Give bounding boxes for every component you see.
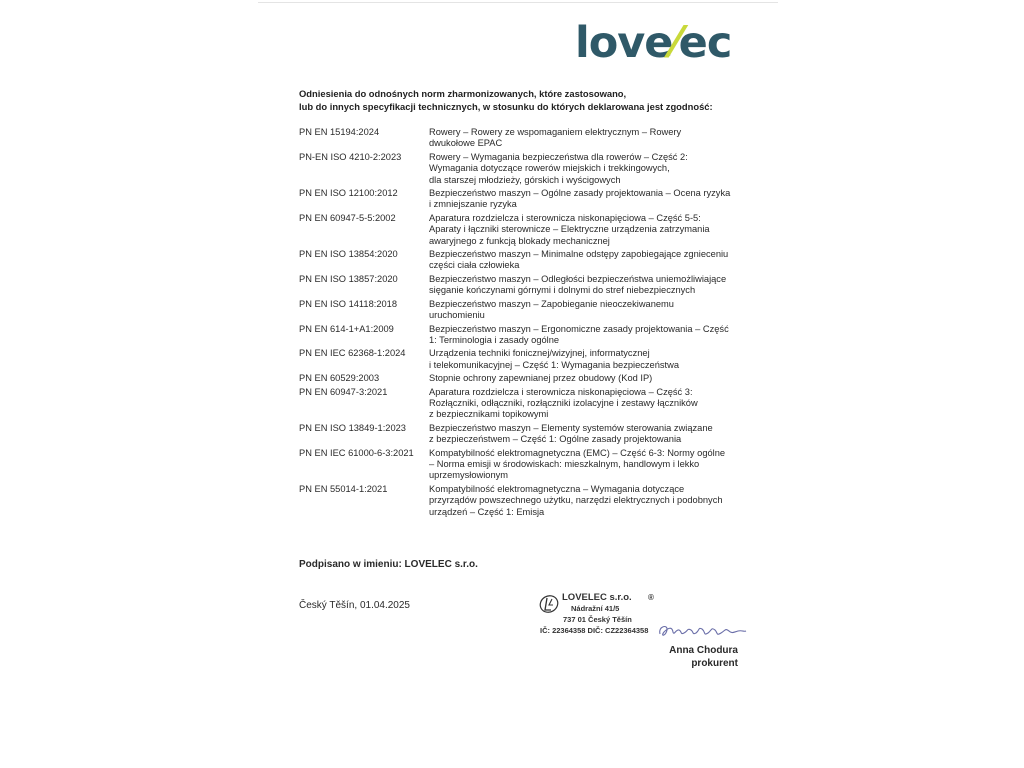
signer-role: prokurent: [691, 658, 738, 669]
norm-code: PN-EN ISO 4210-2:2023: [299, 151, 402, 162]
logo-text-ec: ec: [678, 18, 732, 68]
norm-description-line: i zmniejszanie ryzyka: [429, 199, 517, 210]
norm-description-line: Kompatybilność elektromagnetyczna – Wymagania dotyczące: [429, 483, 685, 494]
norm-description: [429, 188, 749, 211]
signer-block: [600, 644, 738, 670]
norm-description: [429, 152, 749, 186]
stamp-company-ids: IČ: 22364358 DIČ: CZ22364358: [540, 626, 649, 635]
section-heading: [299, 88, 769, 113]
norm-description-line: sięganie kończynami górnymi i dolnymi do stref niebezpiecznych: [429, 285, 696, 296]
norm-description-line: 1: Terminologia i zasady ogólne: [429, 334, 560, 345]
norm-description-line: Bezpieczeństwo maszyn – Odległości bezpieczeństwa uniemożliwiające: [429, 273, 727, 284]
norm-code: PN EN ISO 13854:2020: [299, 249, 398, 260]
norm-description-line: Bezpieczeństwo maszyn – Ogólne zasady projektowania – Ocena ryzyka: [429, 188, 731, 199]
norm-description: [429, 448, 749, 482]
norm-description-line: urządzeń – Część 1: Emisja: [429, 506, 545, 517]
norm-description: [429, 348, 749, 371]
logo-text-love: love: [575, 18, 673, 68]
norm-description-line: Bezpieczeństwo maszyn – Minimalne odstępy zapobiegające zgnieceniu: [429, 249, 729, 260]
norm-description-line: Aparatura rozdzielcza i sterownicza niskonapięciowa – Część 5-5:: [429, 212, 701, 223]
norm-description-line: – Norma emisji w środowiskach: mieszkalnym, handlowym i lekko: [429, 458, 700, 469]
norm-description-line: dla starszej młodzieży, górskich i wyścigowych: [429, 174, 621, 185]
handwritten-signature: [656, 620, 748, 642]
norm-row: [299, 423, 749, 446]
stamp-company-name: LOVELEC s.r.o.: [562, 592, 632, 603]
norm-row: [299, 213, 749, 247]
norm-description-line: dwukołowe EPAC: [429, 138, 503, 149]
norm-row: [299, 127, 749, 150]
norm-description-line: uprzemysłowionym: [429, 470, 509, 481]
norm-code: PN EN ISO 14118:2018: [299, 298, 398, 309]
norm-row: [299, 188, 749, 211]
norm-description-line: Rozłączniki, odłączniki, rozłączniki izolacyjne i zestawy łączników: [429, 397, 698, 408]
norm-description-line: Aparaty i łączniki sterownicze – Elektryczne urządzenia zatrzymania: [429, 224, 710, 235]
signed-on-behalf: Podpisano w imieniu: LOVELEC s.r.o.: [299, 559, 478, 570]
heading-line-2: lub do innych specyfikacji technicznych, w stosunku do których deklarowana jest zgodność:: [299, 100, 713, 112]
stamp-street: Nádražní 41/5: [571, 604, 620, 613]
scan-edge-line: [258, 2, 778, 3]
norm-code: PN EN 15194:2024: [299, 127, 380, 137]
norm-description-line: Urządzenia techniki fonicznej/wizyjnej, informatycznej: [429, 348, 650, 359]
norm-description: [429, 249, 749, 272]
norm-description: [429, 423, 749, 446]
norm-description-line: części ciała człowieka: [429, 260, 520, 271]
norm-description: [429, 387, 749, 421]
norm-code: PN EN 60947-3:2021: [299, 386, 388, 397]
logo-bolt: ⁄: [672, 18, 679, 68]
norm-row: [299, 274, 749, 297]
norm-description-line: Bezpieczeństwo maszyn – Ergonomiczne zasady projektowania – Część: [429, 323, 729, 334]
norm-code: PN EN ISO 13849-1:2023: [299, 422, 406, 433]
stamp-city: 737 01 Český Těšín: [563, 615, 632, 624]
norm-code: PN EN 60529:2003: [299, 373, 380, 384]
norm-code: PN EN ISO 13857:2020: [299, 273, 398, 284]
norm-description-line: Wymagania dotyczące rowerów miejskich i trekkingowych,: [429, 163, 670, 174]
norm-row: [299, 448, 749, 482]
norm-description: [429, 484, 749, 518]
norm-description: [429, 299, 749, 322]
norm-description-line: Rowery – Wymagania bezpieczeństwa dla rowerów – Część 2:: [429, 151, 688, 162]
company-stamp: [538, 591, 668, 641]
norm-code: PN EN 60947-5-5:2002: [299, 212, 396, 223]
norm-code: PN EN IEC 62368-1:2024: [299, 348, 406, 359]
norm-description: [429, 274, 749, 297]
norm-description-line: Stopnie ochrony zapewnianej przez obudowy (Kod IP): [429, 373, 653, 384]
norm-code: PN EN 614-1+A1:2009: [299, 323, 394, 334]
norm-description: [429, 324, 749, 347]
norm-row: [299, 373, 749, 384]
norm-description-line: awaryjnego z funkcją blokady mechanicznej: [429, 235, 610, 246]
signer-name: Anna Chodura: [669, 645, 738, 656]
norm-description-line: uruchomieniu: [429, 310, 485, 321]
heading-line-1: Odniesienia do odnośnych norm zharmonizowanych, które zastosowano,: [299, 88, 627, 99]
norm-description-line: z bezpieczeństwem – Część 1: Ogólne zasady projektowania: [429, 434, 682, 445]
norm-code: PN EN ISO 12100:2012: [299, 188, 398, 199]
norm-description-line: przyrządów powszechnego użytku, narzędzi elektrycznych i podobnych: [429, 495, 723, 506]
norm-row: [299, 299, 749, 322]
norm-code: PN EN 55014-1:2021: [299, 483, 388, 494]
lovelec-logo: [575, 18, 732, 68]
norm-row: [299, 152, 749, 186]
norm-description-line: i telekomunikacyjnej – Część 1: Wymagania bezpieczeństwa: [429, 359, 680, 370]
norms-list: [299, 127, 749, 520]
norm-description: [429, 213, 749, 247]
norm-code: PN EN IEC 61000-6-3:2021: [299, 447, 414, 458]
stamp-registered-mark: ®: [648, 593, 654, 602]
norm-description-line: z bezpiecznikami topikowymi: [429, 409, 549, 420]
norm-description-line: Bezpieczeństwo maszyn – Zapobieganie nieoczekiwanemu: [429, 298, 674, 309]
norm-description-line: Kompatybilność elektromagnetyczna (EMC) – Część 6-3: Normy ogólne: [429, 447, 726, 458]
norm-description: [429, 127, 749, 150]
norm-row: [299, 324, 749, 347]
norm-description: [429, 373, 749, 384]
place-and-date: Český Těšín, 01.04.2025: [299, 600, 410, 611]
norm-row: [299, 348, 749, 371]
norm-description-line: Aparatura rozdzielcza i sterownicza niskonapięciowa – Część 3:: [429, 386, 693, 397]
norm-description-line: Bezpieczeństwo maszyn – Elementy systemów sterowania związane: [429, 422, 713, 433]
norm-row: [299, 249, 749, 272]
norm-description-line: Rowery – Rowery ze wspomaganiem elektrycznym – Rowery: [429, 127, 682, 137]
stamp-logo-icon: [538, 593, 560, 615]
norm-row: [299, 387, 749, 421]
norm-row: [299, 484, 749, 518]
